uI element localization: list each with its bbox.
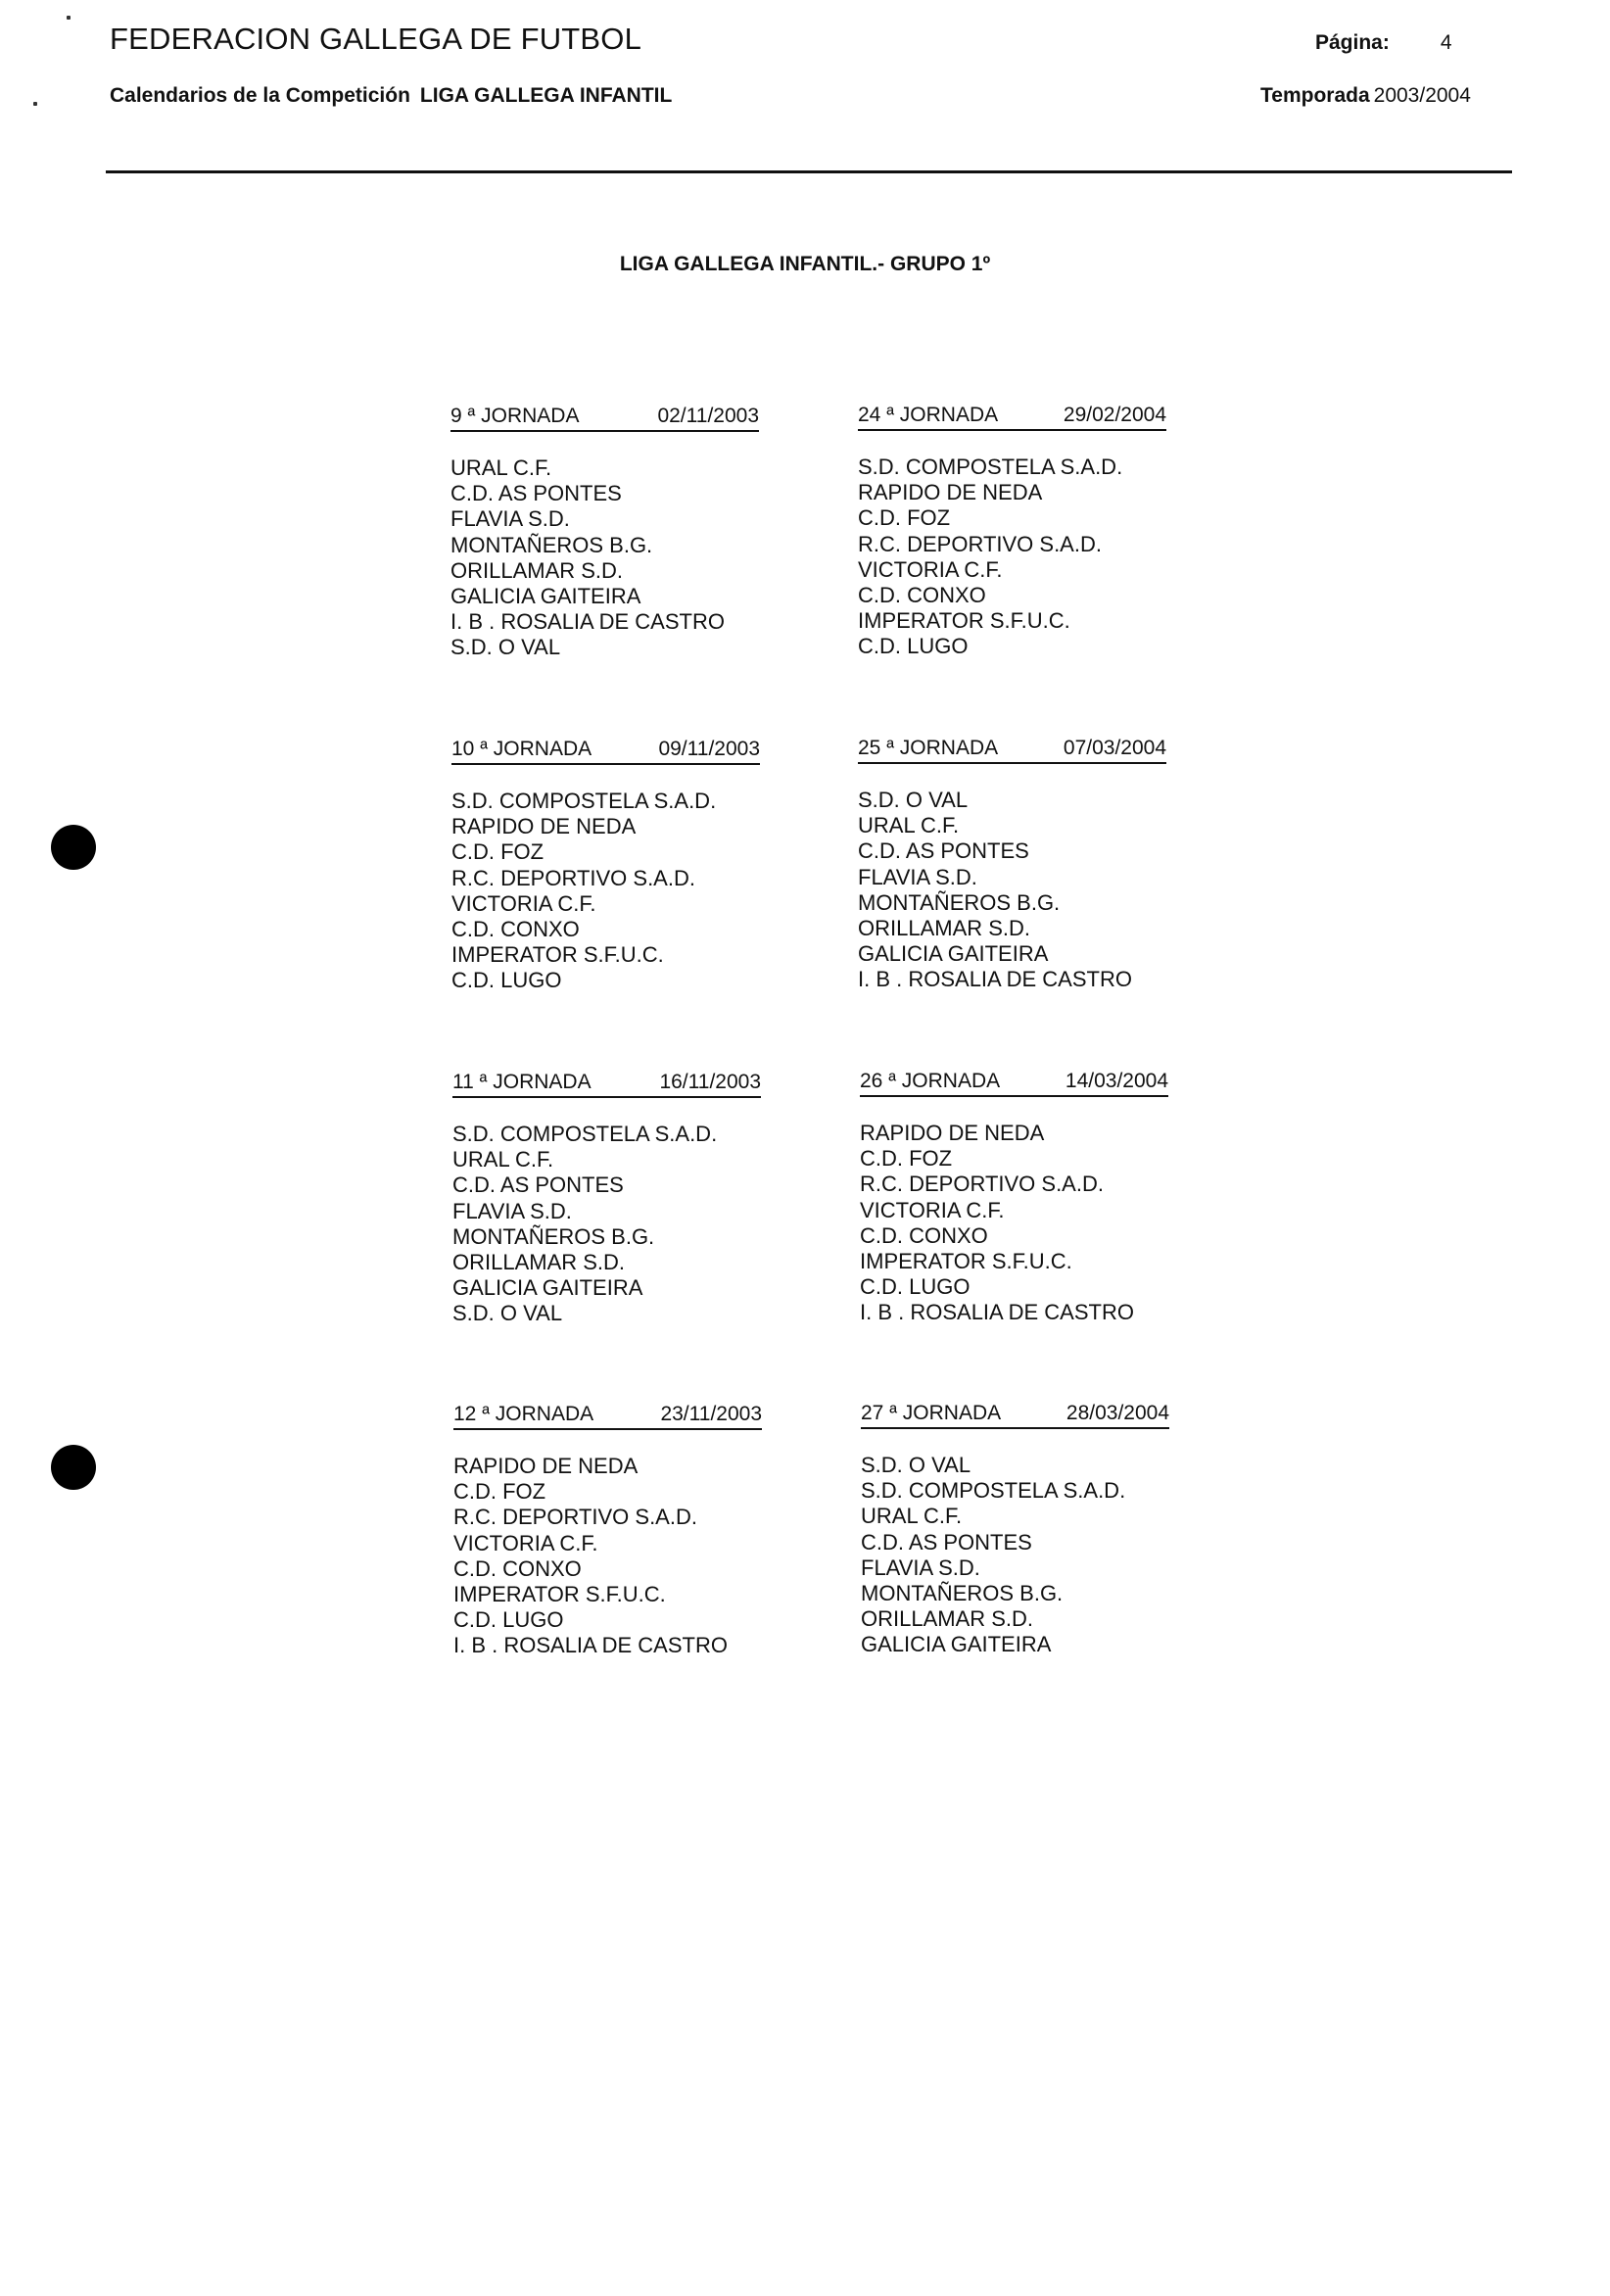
season-value: 2003/2004: [1373, 84, 1471, 107]
scan-speck: [33, 102, 37, 106]
jornada-block: [451, 737, 760, 994]
team-list: [860, 1121, 1168, 1326]
team-name: FLAVIA S.D.: [858, 864, 977, 889]
team-name: C.D. FOZ: [453, 1479, 546, 1505]
competition-name: LIGA GALLEGA INFANTIL: [419, 84, 673, 107]
team-name: GALICIA GAITEIRA: [450, 584, 641, 609]
jornada-block: [860, 1069, 1168, 1326]
header-title-wrap: [110, 22, 641, 57]
team-name: C.D. CONXO: [451, 917, 580, 942]
jornada-title: 25 ª JORNADA: [858, 737, 999, 759]
team-name: VICTORIA C.F.: [453, 1530, 598, 1555]
team-name: C.D. FOZ: [860, 1146, 953, 1172]
page-label: Página:: [1315, 31, 1390, 54]
jornada-header: [860, 1069, 1168, 1097]
team-list: [451, 789, 760, 994]
team-name: S.D. O VAL: [861, 1453, 971, 1477]
team-name: VICTORIA C.F.: [858, 556, 1003, 582]
team-name: VICTORIA C.F.: [451, 890, 596, 916]
team-name: RAPIDO DE NEDA: [860, 1121, 1045, 1145]
team-name: R.C. DEPORTIVO S.A.D.: [860, 1172, 1104, 1197]
team-name: S.D. COMPOSTELA S.A.D.: [452, 1122, 718, 1146]
team-name: R.C. DEPORTIVO S.A.D.: [858, 531, 1102, 556]
team-list: [861, 1453, 1169, 1658]
team-name: ORILLAMAR S.D.: [450, 557, 624, 583]
subtitle-label: Calendarios de la Competición: [110, 84, 410, 107]
team-name: C.D. AS PONTES: [861, 1529, 1032, 1555]
jornada-block: [453, 1402, 762, 1659]
team-name: MONTAÑEROS B.G.: [452, 1223, 655, 1249]
team-name: VICTORIA C.F.: [860, 1197, 1005, 1222]
team-name: R.C. DEPORTIVO S.A.D.: [451, 865, 695, 890]
jornada-header: [453, 1402, 762, 1430]
group-title: LIGA GALLEGA INFANTIL.- GRUPO 1º: [619, 253, 991, 275]
jornada-title: 24 ª JORNADA: [858, 404, 999, 426]
team-name: C.D. CONXO: [453, 1555, 582, 1581]
page-number: 4: [1440, 31, 1452, 54]
season-label: Temporada: [1260, 84, 1370, 107]
jornada-title: 27 ª JORNADA: [861, 1402, 1002, 1424]
team-name: URAL C.F.: [450, 455, 552, 480]
jornada-header: [858, 403, 1166, 431]
team-name: MONTAÑEROS B.G.: [861, 1581, 1064, 1606]
jornada-block: [858, 736, 1166, 993]
team-name: IMPERATOR S.F.U.C.: [860, 1249, 1072, 1274]
team-name: IMPERATOR S.F.U.C.: [451, 942, 664, 968]
team-list: [858, 454, 1166, 660]
team-name: I. B . ROSALIA DE CASTRO: [453, 1633, 728, 1658]
team-name: C.D. LUGO: [860, 1274, 971, 1300]
team-name: MONTAÑEROS B.G.: [858, 889, 1061, 915]
team-list: [858, 788, 1166, 993]
team-name: ORILLAMAR S.D.: [452, 1250, 626, 1275]
team-name: URAL C.F.: [858, 813, 960, 838]
team-name: S.D. O VAL: [858, 788, 969, 812]
team-name: C.D. LUGO: [453, 1607, 564, 1633]
team-name: FLAVIA S.D.: [861, 1555, 980, 1580]
jornada-block: [858, 403, 1166, 660]
team-name: C.D. AS PONTES: [858, 838, 1029, 864]
team-name: IMPERATOR S.F.U.C.: [858, 608, 1070, 634]
team-name: S.D. COMPOSTELA S.A.D.: [858, 454, 1123, 479]
jornada-block: [861, 1401, 1169, 1658]
team-name: S.D. O VAL: [450, 635, 561, 660]
header-divider: [106, 170, 1512, 173]
header-title: FEDERACION GALLEGA DE FUTBOL: [110, 22, 642, 56]
team-name: GALICIA GAITEIRA: [452, 1275, 643, 1301]
team-name: URAL C.F.: [861, 1504, 963, 1529]
team-name: C.D. FOZ: [451, 839, 545, 865]
team-name: RAPIDO DE NEDA: [858, 480, 1043, 505]
team-name: RAPIDO DE NEDA: [451, 814, 637, 839]
team-name: I. B . ROSALIA DE CASTRO: [450, 609, 725, 635]
jornada-date: 09/11/2003: [658, 738, 760, 760]
team-name: S.D. COMPOSTELA S.A.D.: [451, 789, 717, 813]
season-indicator: [1260, 84, 1471, 108]
jornada-date: 02/11/2003: [657, 405, 759, 427]
jornada-date: 29/02/2004: [1063, 404, 1166, 426]
team-name: S.D. COMPOSTELA S.A.D.: [861, 1478, 1126, 1504]
jornada-header: [861, 1401, 1169, 1429]
team-name: URAL C.F.: [452, 1147, 554, 1172]
team-list: [452, 1122, 761, 1327]
team-name: C.D. LUGO: [451, 968, 562, 993]
team-name: GALICIA GAITEIRA: [858, 941, 1049, 967]
scan-speck: [67, 16, 71, 20]
punch-hole: [51, 825, 96, 870]
team-name: C.D. CONXO: [860, 1222, 988, 1248]
team-name: RAPIDO DE NEDA: [453, 1454, 639, 1478]
team-name: MONTAÑEROS B.G.: [450, 532, 653, 557]
team-name: FLAVIA S.D.: [450, 506, 570, 532]
team-name: C.D. FOZ: [858, 505, 951, 531]
team-name: FLAVIA S.D.: [452, 1198, 572, 1223]
team-name: GALICIA GAITEIRA: [861, 1632, 1052, 1657]
jornada-block: [452, 1070, 761, 1327]
team-name: I. B . ROSALIA DE CASTRO: [858, 967, 1132, 992]
team-name: C.D. AS PONTES: [450, 481, 622, 506]
jornada-header: [450, 404, 759, 432]
team-name: C.D. AS PONTES: [452, 1172, 624, 1198]
jornada-title: 10 ª JORNADA: [451, 738, 592, 760]
team-name: IMPERATOR S.F.U.C.: [453, 1582, 666, 1607]
team-name: R.C. DEPORTIVO S.A.D.: [453, 1505, 697, 1530]
team-name: I. B . ROSALIA DE CASTRO: [860, 1300, 1134, 1325]
jornada-block: [450, 404, 759, 661]
team-list: [450, 455, 759, 661]
punch-hole: [51, 1445, 96, 1490]
jornada-date: 07/03/2004: [1063, 737, 1166, 759]
page-indicator: [1315, 31, 1452, 55]
jornada-title: 26 ª JORNADA: [860, 1070, 1001, 1092]
jornada-header: [451, 737, 760, 765]
jornada-title: 11 ª JORNADA: [452, 1071, 592, 1093]
team-name: C.D. LUGO: [858, 634, 969, 659]
jornada-date: 16/11/2003: [659, 1071, 761, 1093]
team-name: ORILLAMAR S.D.: [861, 1606, 1034, 1632]
team-name: C.D. CONXO: [858, 583, 986, 608]
jornada-header: [452, 1070, 761, 1098]
team-list: [453, 1454, 762, 1659]
jornada-date: 28/03/2004: [1065, 1402, 1169, 1424]
jornada-date: 23/11/2003: [660, 1403, 762, 1425]
header-subtitle: [110, 84, 672, 108]
jornada-title: 12 ª JORNADA: [453, 1403, 594, 1425]
jornada-date: 14/03/2004: [1065, 1070, 1168, 1092]
jornada-header: [858, 736, 1166, 764]
jornada-title: 9 ª JORNADA: [450, 405, 580, 427]
team-name: ORILLAMAR S.D.: [858, 916, 1031, 941]
team-name: S.D. O VAL: [452, 1301, 563, 1326]
